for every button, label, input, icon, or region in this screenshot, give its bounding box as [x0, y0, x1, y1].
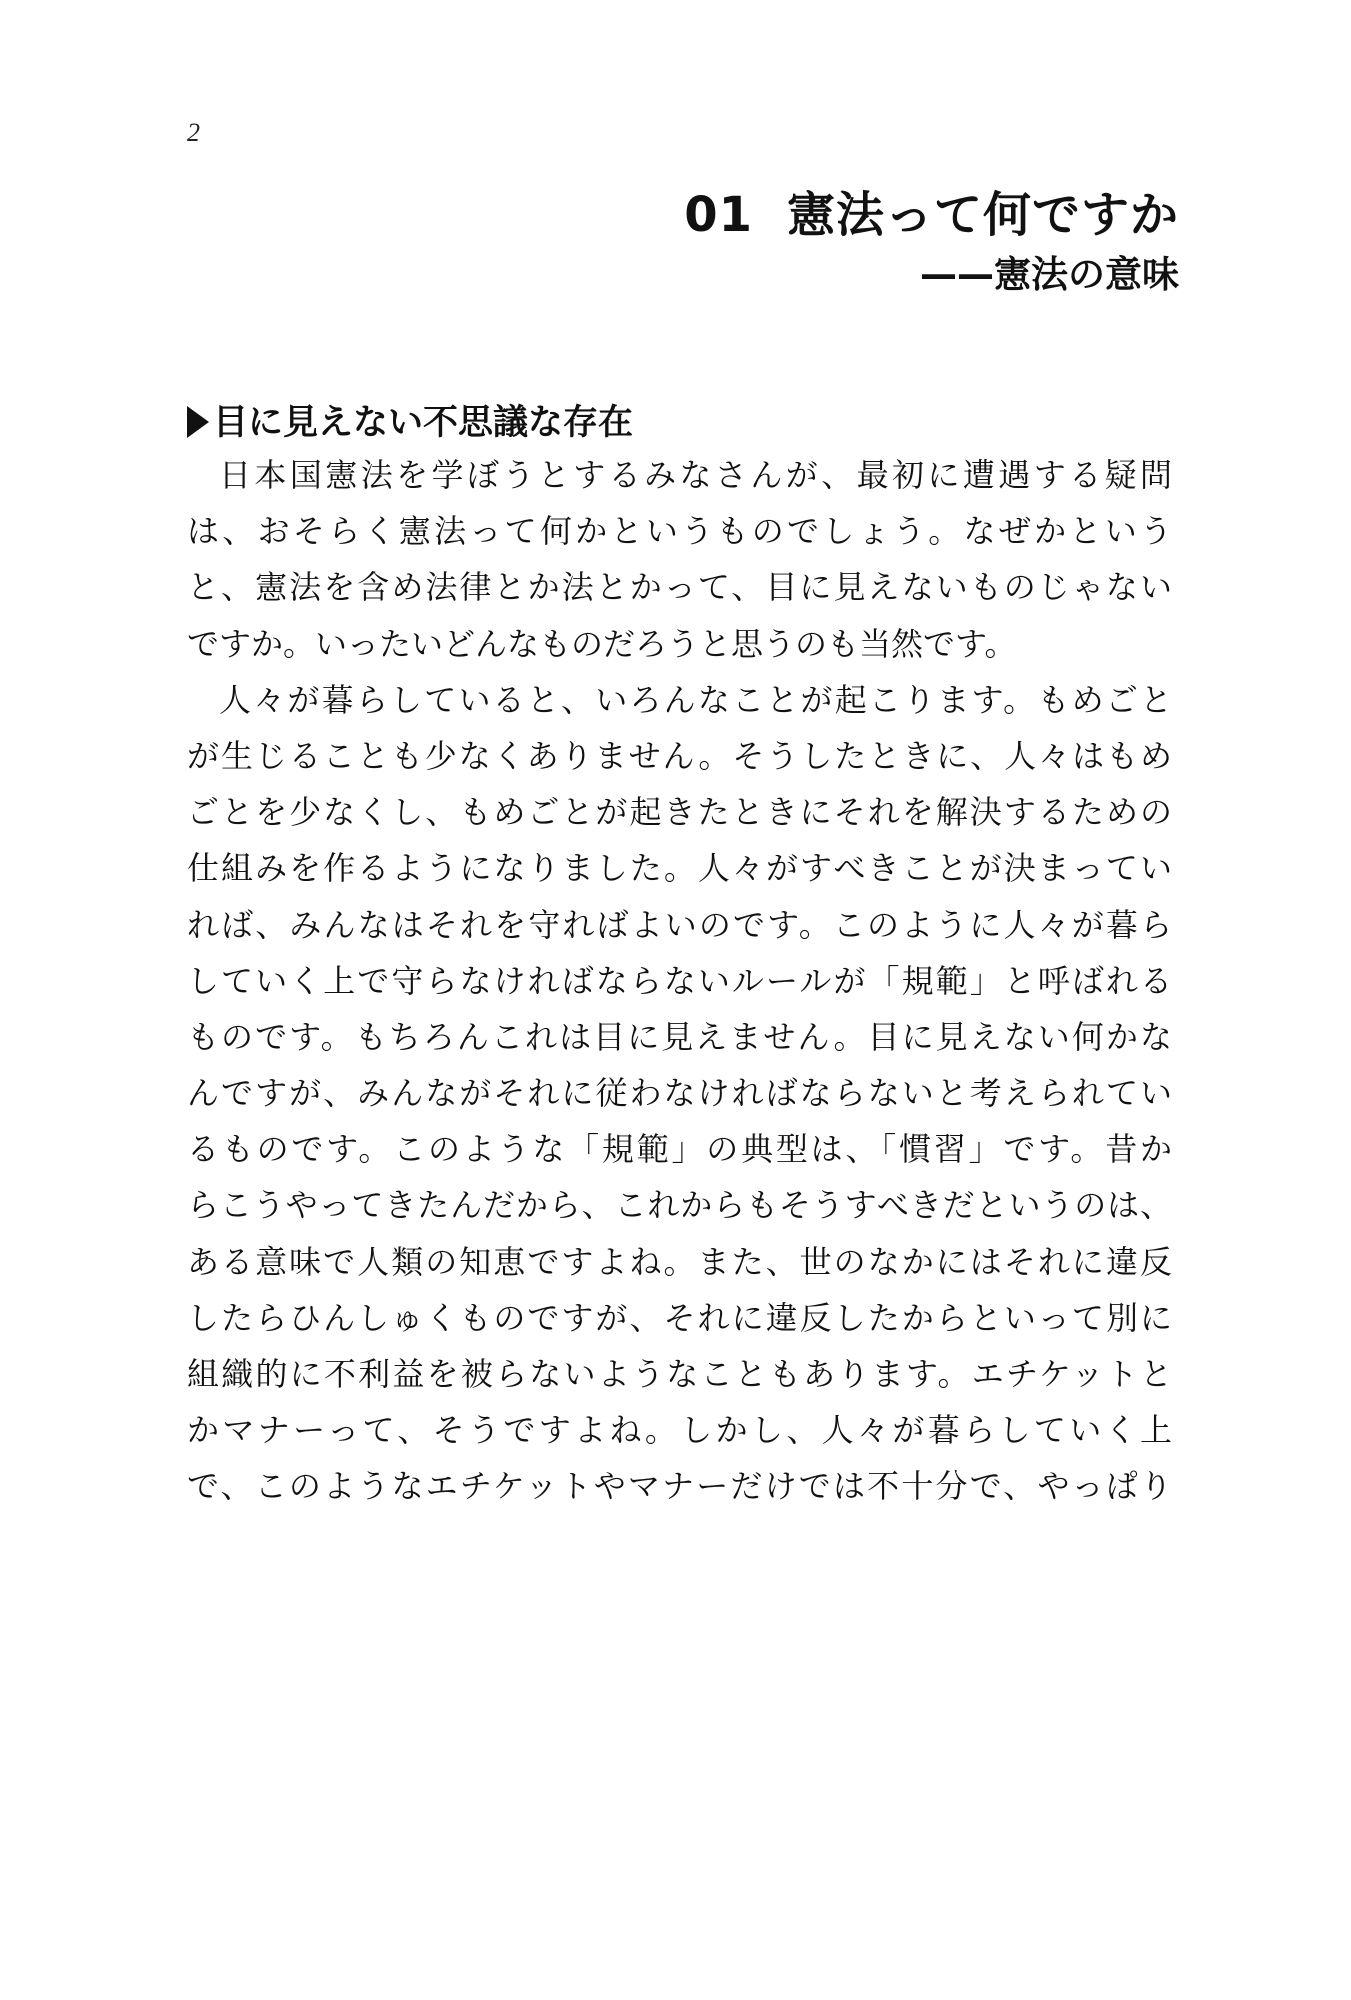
paragraph-2-line: 人々が暮らしていると、いろんなことが起こります。もめごと [219, 680, 1172, 719]
chapter-title-text: 憲法って何ですか [786, 187, 1179, 243]
paragraph-2-line: ごとを少なくし、もめごとが起きたときにそれを解決するための [187, 793, 1172, 832]
paragraph-2-line: で、このようなエチケットやマナーだけでは不十分で、やっぱり [187, 1467, 1172, 1506]
paragraph-2-line: ものです。もちろんこれは目に見えません。目に見えない何かな [187, 1017, 1172, 1056]
section-heading [187, 395, 633, 445]
paragraph-2-line: が生じることも少なくありません。そうしたときに、人々はもめ [187, 736, 1172, 775]
body-text [187, 447, 1172, 1515]
paragraph-2-line: れば、みんなはそれを守ればよいのです。このように人々が暮ら [187, 905, 1172, 944]
paragraph-1-line: ですか。いったいどんなものだろうと思うのも当然です。 [187, 624, 1017, 663]
paragraph-2-line: んですが、みんながそれに従わなければならないと考えられてい [187, 1074, 1172, 1113]
paragraph-2-line: 仕組みを作るようになりました。人々がすべきことが決まってい [187, 849, 1172, 888]
section-heading-text: 目に見えない不思議な存在 [213, 403, 634, 443]
paragraph-1-line: 日本国憲法を学ぼうとするみなさんが、最初に遭遇する疑問 [219, 456, 1172, 494]
paragraph-2-line: したらひんしゅくものですが、それに違反したからといって別に [187, 1298, 1172, 1337]
paragraph-2-line: らこうやってきたんだから、これからもそうすべきだというのは、 [187, 1186, 1172, 1225]
paragraph-2-line: るものです。このような「規範」の典型は、「慣習」です。昔か [187, 1130, 1172, 1169]
paragraph-2-line: していく上で守らなければならないルールが「規範」と呼ばれる [187, 961, 1172, 1000]
chapter-subtitle: ——憲法の意味 [920, 253, 1179, 296]
paragraph-1-line: と、憲法を含め法律とか法とかって、目に見えないものじゃない [187, 568, 1172, 607]
chapter-title [684, 176, 1179, 245]
paragraph-2-line: 組織的に不利益を被らないようなこともあります。エチケットと [187, 1355, 1172, 1393]
paragraph-2-line: ある意味で人類の知恵ですよね。また、世のなかにはそれに違反 [187, 1242, 1172, 1281]
paragraph-1-line: は、おそらく憲法って何かというものでしょう。なぜかという [187, 512, 1172, 551]
paragraph-2-line: かマナーって、そうですよね。しかし、人々が暮らしていく上 [187, 1411, 1172, 1450]
triangle-bullet-icon [187, 406, 209, 438]
page-number: 2 [187, 118, 200, 147]
chapter-number: 01 [684, 187, 753, 243]
